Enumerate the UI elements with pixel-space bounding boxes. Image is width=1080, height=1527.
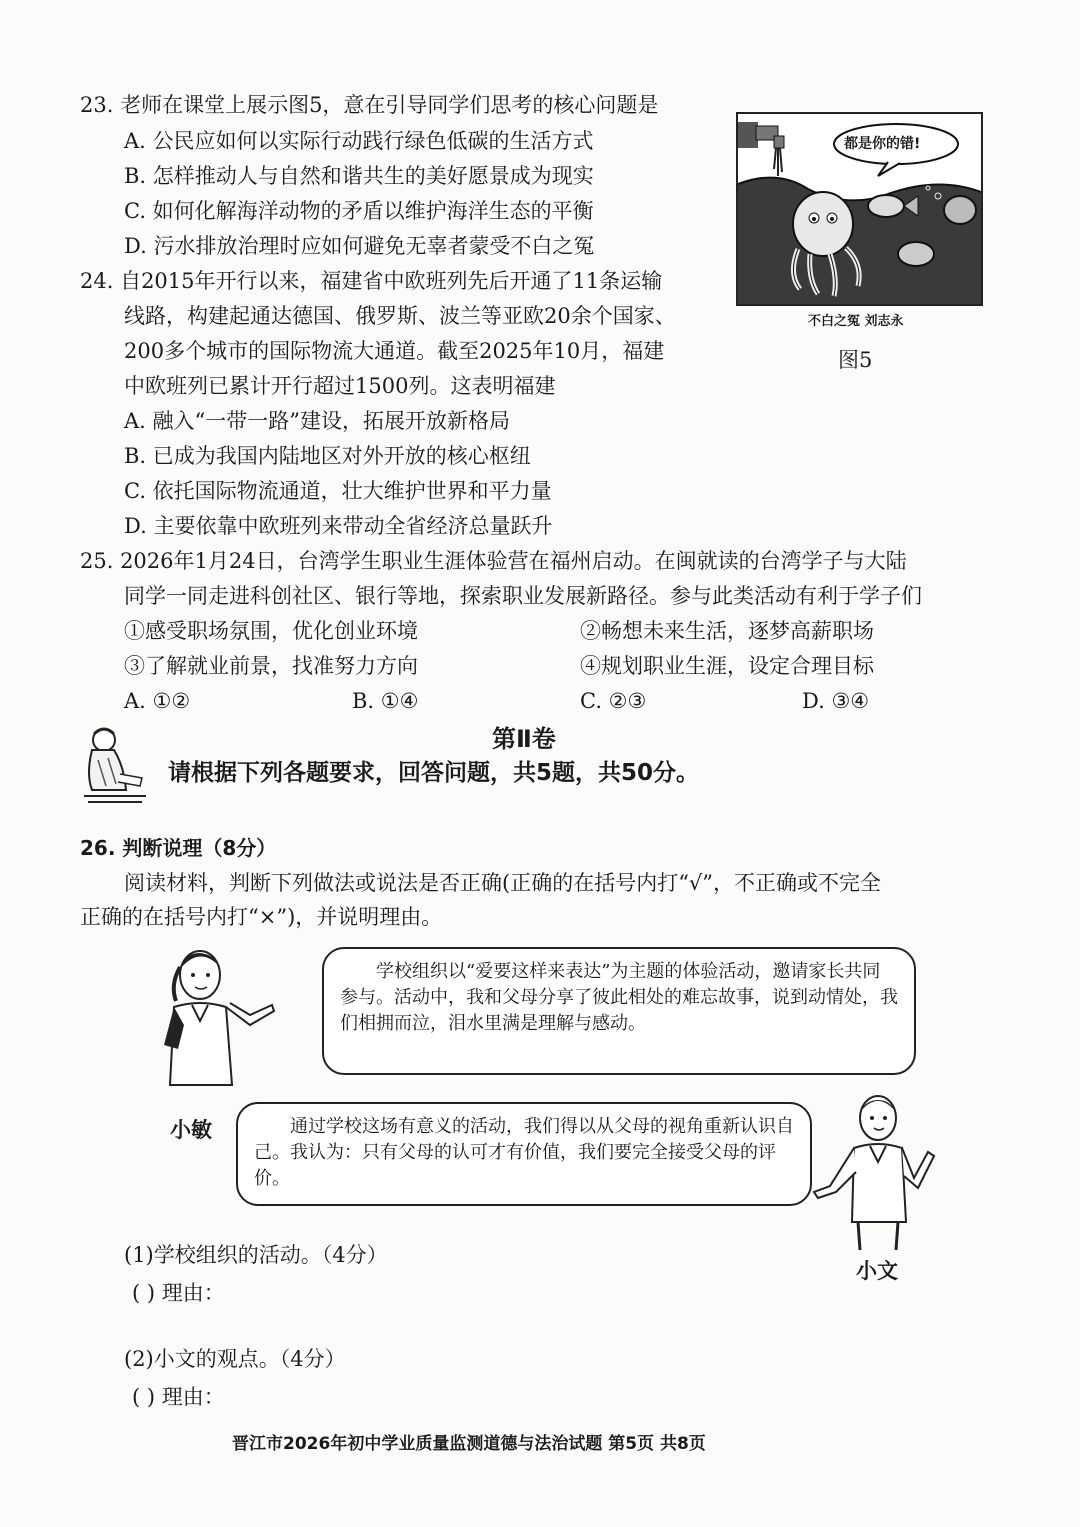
q24-option-a: A. 融入“一带一路”建设，拓展开放新格局 — [124, 409, 510, 433]
q25-item-2: ②畅想未来生活，逐梦高薪职场 — [580, 619, 874, 643]
q25-choice-d: D. ③④ — [802, 689, 870, 713]
figure5-caption: 不白之冤 刘志永 — [808, 314, 904, 329]
q25-stem-line-1: 25. 2026年1月24日，台湾学生职业生涯体验营在福州启动。在闽就读的台湾学子与大陆 — [80, 549, 907, 573]
xiaomin-speech-bubble: 学校组织以“爱要这样来表达”为主题的体验活动，邀请家长共同参与。活动中，我和父母分享了彼此相处的难忘故事，说到动情处，我们相拥而泣，泪水里满是理解与感动。 — [322, 947, 916, 1075]
q24-stem-line-1: 24. 自2015年开行以来，福建省中欧班列先后开通了11条运输 — [80, 269, 663, 293]
xiaowen-illustration — [810, 1092, 940, 1252]
xiaomin-illustration — [160, 945, 280, 1115]
figure5-cartoon — [736, 112, 983, 306]
q23-stem: 23. 老师在课堂上展示图5，意在引导同学们思考的核心问题是 — [80, 93, 659, 117]
part2-title: 第Ⅱ卷 — [492, 725, 556, 753]
q25-choice-b: B. ①④ — [352, 689, 419, 713]
xiaowen-name: 小文 — [856, 1259, 898, 1283]
scholar-writing-icon — [80, 724, 150, 806]
q25-stem-line-2: 同学一同走进科创社区、银行等地，探索职业发展新路径。参与此类活动有利于学子们 — [124, 584, 922, 608]
q24-stem-line-4: 中欧班列已累计开行超过1500列。这表明福建 — [124, 374, 556, 398]
xiaowen-speech-bubble: 通过学校这场有意义的活动，我们得以从父母的视角重新认识自己。我认为：只有父母的认可才有价值，我们要完全接受父母的评价。 — [236, 1102, 812, 1206]
figure5-label: 图5 — [838, 348, 873, 372]
q23-option-b: B. 怎样推动人与自然和谐共生的美好愿景成为现实 — [124, 164, 594, 188]
q25-item-1: ①感受职场氛围，优化创业环境 — [124, 619, 418, 643]
q25-choice-a: A. ①② — [124, 689, 191, 713]
q24-option-b: B. 已成为我国内陆地区对外开放的核心枢纽 — [124, 444, 531, 468]
q26-sub2: (2)小文的观点。（4分） — [124, 1347, 346, 1371]
q25-item-3: ③了解就业前景，找准努力方向 — [124, 654, 418, 678]
q26-sub1: (1)学校组织的活动。（4分） — [124, 1243, 388, 1267]
part2-instruction: 请根据下列各题要求，回答问题，共5题，共50分。 — [168, 760, 700, 786]
q26-sub1-answer: ( ) 理由： — [132, 1281, 225, 1305]
q23-option-d: D. 污水排放治理时应如何避免无辜者蒙受不白之冤 — [124, 234, 595, 258]
q26-sub2-answer: ( ) 理由： — [132, 1385, 225, 1409]
q23-option-a: A. 公民应如何以实际行动践行绿色低碳的生活方式 — [124, 129, 594, 153]
q26-intro-line-2: 正确的在括号内打“×”)，并说明理由。 — [80, 905, 443, 929]
q24-stem-line-3: 200多个城市的国际物流大通道。截至2025年10月，福建 — [124, 339, 665, 363]
q26-intro-line-1: 阅读材料，判断下列做法或说法是否正确(正确的在括号内打“√”，不正确或不完全 — [124, 871, 882, 895]
figure5-speech: 都是你的错! — [844, 136, 921, 152]
q24-option-d: D. 主要依靠中欧班列来带动全省经济总量跃升 — [124, 514, 553, 538]
q24-option-c: C. 依托国际物流通道，壮大维护世界和平力量 — [124, 479, 552, 503]
q25-choice-c: C. ②③ — [580, 689, 647, 713]
q25-item-4: ④规划职业生涯，设定合理目标 — [580, 654, 874, 678]
q26-heading: 26. 判断说理（8分） — [80, 836, 277, 860]
q24-stem-line-2: 线路，构建起通达德国、俄罗斯、波兰等亚欧20余个国家、 — [124, 304, 676, 328]
q23-option-c: C. 如何化解海洋动物的矛盾以维护海洋生态的平衡 — [124, 199, 594, 223]
page-footer: 晋江市2026年初中学业质量监测道德与法治试题 第5页 共8页 — [232, 1434, 706, 1454]
xiaomin-name: 小敏 — [170, 1118, 212, 1142]
